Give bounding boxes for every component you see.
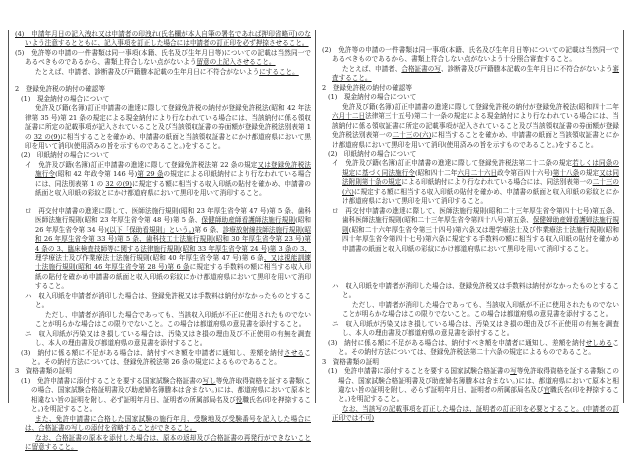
item-ha: ハ 収入印紙を申請者が消印した場合は、登録免許税又は手数料は納付がなかったものとすること。 <box>332 281 619 300</box>
item-ha: ハ 収入印紙を申請者が消印した場合は、登録免許税又は手数料は納付がなかったものとすること。 <box>25 291 311 310</box>
section-3-heading: 3 資格書類の証明 <box>322 357 379 366</box>
section-2-3: (3) 納付に係る額に不足がある場合は、納付すべき額を申請者に通知し、差額を納付させること。その納付方法については、登録免許税法第 26 条の規定によるものであること。 <box>21 348 311 366</box>
spacer <box>322 30 619 38</box>
section-3-1-note: なお、当該写の記載事項を訂正した場合は、証明者の訂正印を必要とすること。(申請者の訂正印では不可) <box>332 404 619 423</box>
item-2-example: たとえば、申請者、合格証書の写、診断書及び戸籍謄本記載の生年月日に不符合がないよう審査すること。 <box>332 64 620 83</box>
section-2-1-body: 免許及び籍(名簿)訂正申請書の進達に際して登録免許税の納付が登録免許税法(昭和 42 年法律第 35 号)第 21 条の規定による現金納付により行なわれている場合には、当該納付に係る領収証書に所定の記載事項が記入されていること及び当該領収証書の券面額が登録免許税法別表第 1 の 32 の(9)に相当することを確かめ、申請書の紙面と当該領収証書とにかけ都道府県において黒印を用いて消印(使用済みの旨を示すものであること。)をすること。 <box>25 104 311 150</box>
section-3-heading: 3 資格書類の証明 <box>15 367 72 376</box>
section-2-1-body: 免許及び籍(名簿)訂正申請書の進達に際して登録免許税の納付が登録免許税法(昭和四十二年六月十二日法律第三十五号)第二十一条の規定による現金納付により行なわれている場合には、当該納付に係る領収証書に所定の記載事項が記入されていること及び当該領収証書の券面額が登録免許税法別表第一の二十三の(六)に相当することを確かめ、申請書の紙面と当該領収証書とにかけ都道府県において黒印を用いて消印(使用済みの旨を示すものであること。)をすること。 <box>332 102 619 149</box>
item-ni: ニ 収入印紙が汚染又はき損している場合は、汚染又はき損の理由及び不正使用の有無を調査し、本人の理由書及び都道府県の意見書を添付すること。 <box>332 319 619 338</box>
spacer <box>322 38 619 46</box>
item-ha-proviso: ただし、申請者が消印した場合であっても、当該収入印紙が不正に使用されたものでないことが明らかな場合はこの限りでないこと。この場合は都道府県の意見書を添付すること。 <box>35 310 311 329</box>
item-i: イ 免許及び籍(名簿)訂正申請書の進達に際して登録免許税法第 22 条の規定又は登録免許税法施行令(昭和 42 年政令第 146 号)第 29 条の規定による印紙納付により行なわれている場合には、同法別表第 1 の 32 の(9)に規定する額に相当する収入印紙の貼付を確かめ、申請書の紙面と収入印紙の彩紋とにかけ都道府県において黒印を用いて消印すること。 <box>25 160 312 198</box>
comparison-table <box>8 30 624 452</box>
item-ro: ロ 再交付申請書の進達に際して、医師法施行規則(昭和二十三年厚生省令第四十七号)第五条、歯科医師法施行規則(昭和二十三年厚生省令第四十八号)第五条、保健婦助産婦看護婦法施行規則(昭和二十六年厚生省令第三十四号)第六条又は理学療法士及び作業療法士法施行規則(昭和四十年厚生省令第四十七号)第六条に規定する手数料の額に相当する収入印紙の貼付を確かめ申請書の紙面と収入印紙の彩紋にかけ都道府県において黒印を用いて消印すること。 <box>332 206 620 253</box>
item-4: (4) 申請年月日の記入洩れ又は申請者の印洩れ(氏名欄が本人自筆の署名であれば押印省略可)のないよう注意するとともに、記入事項を訂正した場合には申請者の訂正印を必ず押捺させること。 <box>15 30 311 48</box>
item-i: イ 免許及び籍(名簿)訂正申請書の進達に際して登録免許税法第二十二条の規定若しくは同条の規定に基づく同法施行令(昭和四十二年六月二十六日政令第百四十六号)第十八条の規定又は同法附則第十条の規定による印紙納付により行なわれている場合には、同法別表第一の二十三の(六)に規定する額に相当する収入印紙の貼付を確かめ、申請書の紙面と収入印紙の彩紋とにかけ都道府県において黒印を用いて消印すること。 <box>332 159 620 206</box>
item-ro: ロ 再交付申請書の進達に際して、医師法施行規則(昭和 23 年厚生省令第 47 号)第 5 条、歯科医師法施行規則(昭和 23 年厚生省令第 48 号)第 5 条、保健師助産師看護師法施行規則(昭和 26 年厚生省令第 34 号)(以下「保助看規則」という。)第 6 条、診療放射線技師法施行規則(昭和 26 年厚生省令第 33 号)第 5 条、歯科技工士法施行規則(昭和 30 年厚生省令第 23 号)第 4 条の 3、臨床検査技師等に関する法律施行規則(昭和 33 年厚生省令第 24 号)第 3 条の 3、理学療法士及び作業療法士法施行規則(昭和 40 年厚生省令第 47 号)第 6 条、又は視能訓練士法施行規則(昭和 46 年厚生省令第 28 号)第 6 条に規定する手数料の額に相当する収入印紙の貼付を確かめ申請書の紙面と収入印紙の彩紋にかけ都道府県において黒印を用いて消印すること。 <box>25 206 312 291</box>
item-5-example: たとえば、申請者、診断書及び戸籍謄本記載の生年月日に不符合がないようにすること。 <box>35 67 299 76</box>
section-2-heading: 2 登録免許税の納付の確認等 <box>15 85 105 94</box>
revised-text-column <box>9 30 316 452</box>
section-2-heading: 2 登録免許税の納付の確認等 <box>322 83 412 92</box>
spacer <box>322 254 619 282</box>
item-2: (2) 免許等の申請の一件書類は同一事項(本籍、氏名及び生年月日等)についての記載は当然同一であるべきものであるから、書類上符合しない点がないよう十分照合審査すること。 <box>322 46 619 64</box>
item-ni: ニ 収入印紙が汚染又はき損している場合は、汚染又はき損の理由及び不正使用の有無を調査し、本人の理由書及び都道府県の意見書を添付すること。 <box>25 329 311 348</box>
item-ha-proviso: ただし、申請者が消印した場合であっても、当該収入印紙が不正に使用されたものでないことが明らかな場合はこの限りでないこと。この場合は都道府県の意見書を添付すること。 <box>342 300 619 319</box>
section-2-3: (3) 納付に係る額に不足がある場合は、納付すべき額を申請者に通知し、差額を納付せしめること。その納付方法については、登録免許税法第二十六条の規定によるものであること。 <box>328 338 619 357</box>
current-text-column <box>316 30 623 423</box>
section-3-1: (1) 免許申請書に添付することを要する国家試験合格証書の写し等免許取得資格を証する書類(この場合、国家試験合格証明書及び助産婦名簿謄本は含まない。)には、都道府県において原本と相違ない旨の証明を附し、必ず証明年月日、証明者の所属部局名及び役職氏名(印を押捺すること。)を明記すること。 <box>21 376 312 414</box>
section-2-1-heading: (1) 現金納付の場合について <box>21 94 110 103</box>
section-2-2-heading: (2) 印紙納付の場合について <box>328 149 417 158</box>
section-3-1: (1) 免許申請書に添付することを要する国家試験合格証書の写等免許取得資格を証する書類(この場合、国家試験合格証明書及び助産婦名簿謄本は含まない。)には、都道府県において原本と相違ない旨の証明を附し、必らず証明年月日、証明者の所属部局名及び官職氏名(印を押捺すること。)を明記すること。 <box>328 367 620 404</box>
section-2-2-heading: (2) 印紙納付の場合について <box>21 151 110 160</box>
section-3-1-note-b: なお、合格証書の原本を添付した場合は、原本の返却及び合格証書の再発行ができないことに留意すること。 <box>25 433 311 452</box>
item-5: (5) 免許等の申請の一件書類は同一事項(本籍、氏名及び生年月日等)についての記載は当然同一であるべきものであるから、書類上符合しない点がないよう留意の上記入させること。 <box>15 48 311 67</box>
section-2-1-heading: (1) 現金納付の場合について <box>328 93 417 102</box>
spacer <box>15 199 311 207</box>
section-3-1-note-a: また、免許申請書に合格した国家試験の施行年月、受験地及び受験番号を記入した場合には、合格証書の写しの添付を省略することができること。 <box>25 414 311 433</box>
